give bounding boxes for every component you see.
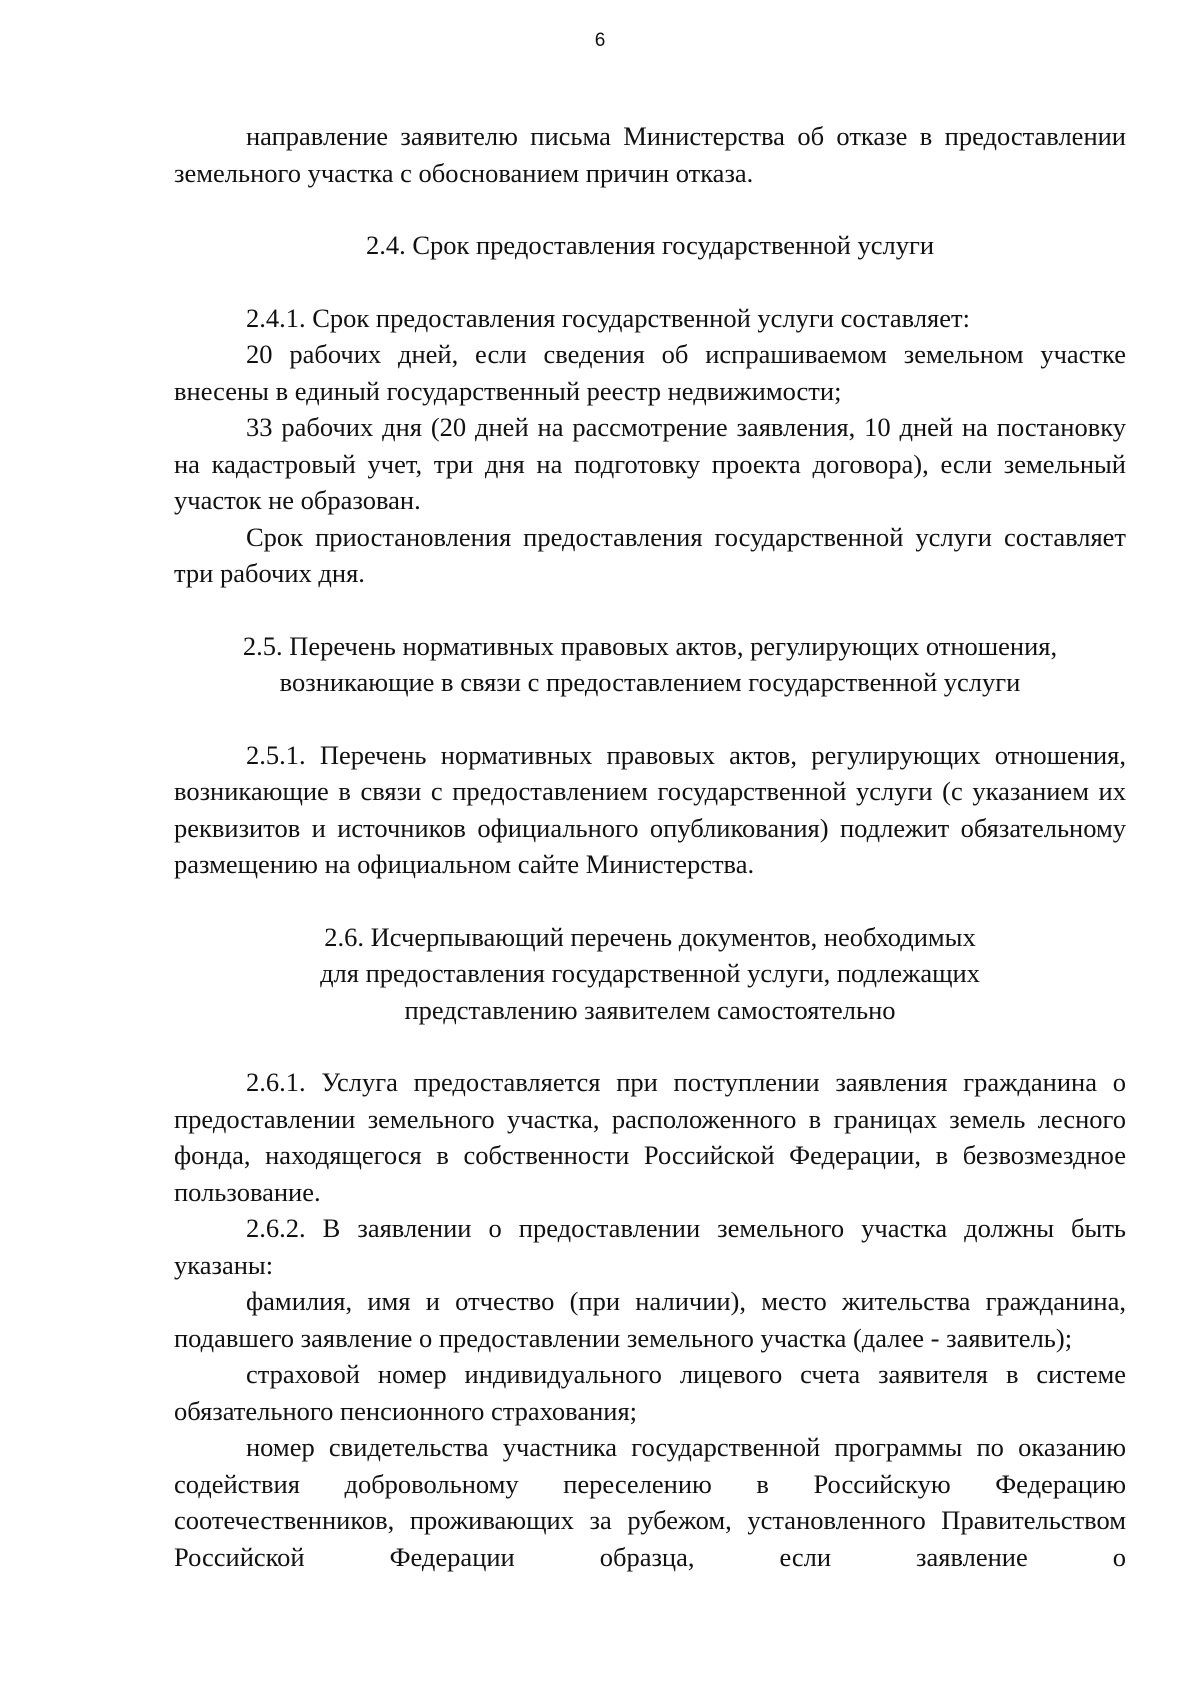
paragraph-2-5-1: 2.5.1. Перечень нормативных правовых актов, регулирующих отношения, возникающие в связи с предоставлением государственной услуги (с указанием их реквизитов и источников официального опубликования) подлежит обязательному размещению на официальном сайте Министерства. — [174, 739, 1126, 879]
document-body — [174, 118, 1126, 1575]
paragraph-intro: направление заявителю письма Министерства об отказе в предоставлении земельного участка с обоснованием причин отказа. — [174, 121, 1126, 188]
section-heading-2-6 — [174, 919, 1126, 1029]
heading-2-6-line-1: 2.6. Исчерпывающий перечень документов, необходимых — [324, 921, 976, 952]
heading-2-6-line-2: для предоставления государственной услуги, подлежащих — [320, 958, 980, 988]
section-heading-2-4: 2.4. Срок предоставления государственной услуги — [365, 230, 935, 260]
section-heading-2-5 — [174, 628, 1126, 701]
heading-2-5-line-2: возникающие в связи с предоставлением государственной услуги — [279, 667, 1021, 697]
paragraph-2-4-1: 2.4.1. Срок предоставления государственной услуги составляет: — [246, 302, 970, 333]
page-number: 6 — [594, 30, 606, 51]
paragraph-fio: фамилия, имя и отчество (при наличии), место жительства гражданина, подавшего заявление о предоставлении земельного участка (далее - заявитель); — [174, 1286, 1126, 1353]
paragraph-2-6-2: 2.6.2. В заявлении о предоставлении земельного участка должны быть указаны: — [174, 1213, 1126, 1280]
heading-2-6-line-3: представлению заявителем самостоятельно — [404, 994, 896, 1025]
paragraph-snils: страховой номер индивидуального лицевого счета заявителя в системе обязательного пенсионного страхования; — [174, 1359, 1126, 1426]
paragraph-suspension: Срок приостановления предоставления государственной услуги составляет три рабочих дня. — [174, 521, 1126, 588]
heading-2-5-line-1: 2.5. Перечень нормативных правовых актов, регулирующих отношения, — [242, 630, 1058, 661]
paragraph-20-days: 20 рабочих дней, если сведения об испрашиваемом земельном участке внесены в единый государственный реестр недвижимости; — [174, 339, 1126, 406]
paragraph-33-days: 33 рабочих дня (20 дней на рассмотрение заявления, 10 дней на постановку на кадастровый учет, три дня на подготовку проекта договора), если земельный участок не образован. — [174, 412, 1126, 515]
paragraph-certificate: номер свидетельства участника государственной программы по оказанию содействия добровольному переселению в Российскую Федерацию соотечественников, проживающих за рубежом, установленного Правительством Российской Федерации образца, если заявление о — [174, 1432, 1126, 1572]
paragraph-2-6-1: 2.6.1. Услуга предоставляется при поступлении заявления гражданина о предоставлении земельного участка, расположенного в границах земель лесного фонда, находящегося в собственности Российской Федерации, в безвозмездное пользование. — [174, 1067, 1126, 1207]
